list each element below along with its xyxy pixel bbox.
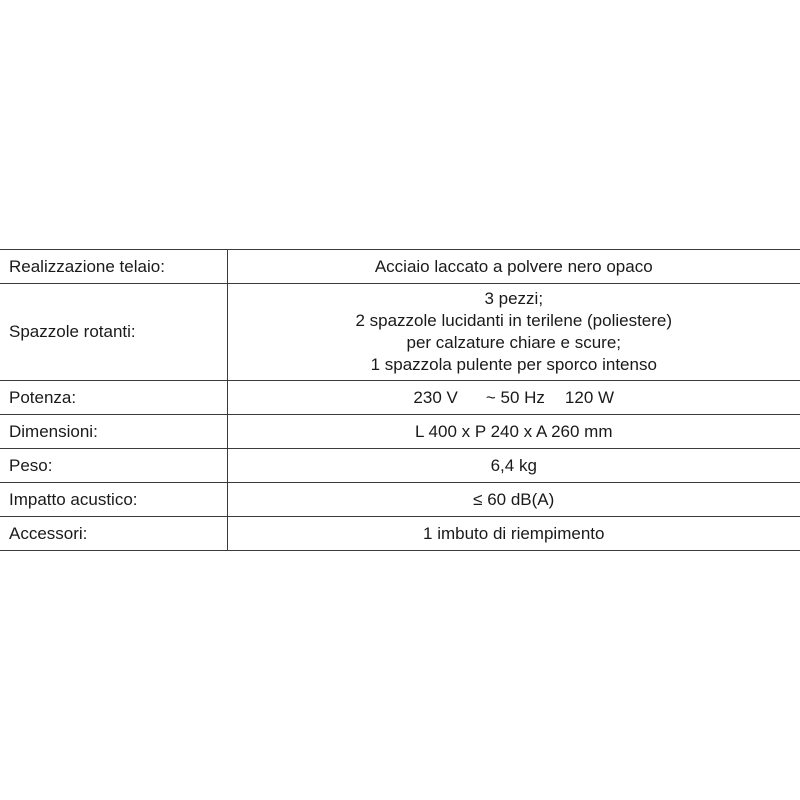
frequency-value: ~ 50 Hz <box>485 387 545 407</box>
spec-label: Accessori: <box>0 517 227 551</box>
spec-value-line: 1 spazzola pulente per sporco intenso <box>370 355 657 374</box>
spec-value: 1 imbuto di riempimento <box>227 517 800 551</box>
spec-label: Spazzole rotanti: <box>0 284 227 381</box>
spec-row-brushes <box>0 284 800 381</box>
spec-label: Peso: <box>0 449 227 483</box>
spec-row-power <box>0 381 800 415</box>
spec-table <box>0 249 800 551</box>
spec-row-noise <box>0 483 800 517</box>
spec-value-multiline <box>227 284 800 381</box>
wattage-value: 120 W <box>564 387 615 407</box>
spec-row-dimensions <box>0 415 800 449</box>
spec-value-line: 3 pezzi; <box>484 289 544 308</box>
voltage-value: 230 V <box>413 387 458 407</box>
spec-label: Impatto acustico: <box>0 483 227 517</box>
spec-row-accessories <box>0 517 800 551</box>
spec-row-weight <box>0 449 800 483</box>
spec-value: L 400 x P 240 x A 260 mm <box>227 415 800 449</box>
spec-value-line: 2 spazzole lucidanti in terilene (poliestere) <box>355 311 673 330</box>
spec-row-frame <box>0 250 800 284</box>
spec-value-line: per calzature chiare e scure; <box>406 333 621 352</box>
spec-label: Dimensioni: <box>0 415 227 449</box>
spec-label: Realizzazione telaio: <box>0 250 227 284</box>
spec-value: Acciaio laccato a polvere nero opaco <box>227 250 800 284</box>
spec-label: Potenza: <box>0 381 227 415</box>
spec-value: 6,4 kg <box>227 449 800 483</box>
spec-value: ≤ 60 dB(A) <box>227 483 800 517</box>
spec-value-power <box>227 381 800 415</box>
